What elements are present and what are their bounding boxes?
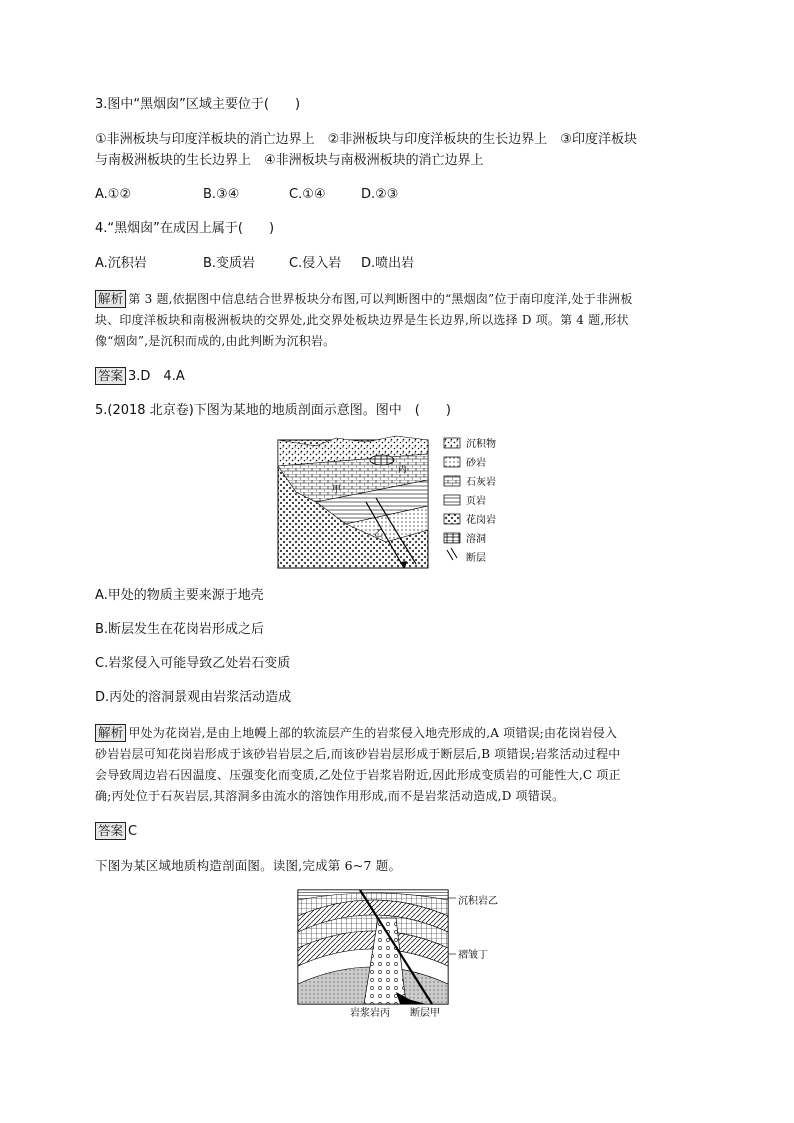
- geologic-profile-figure-1: [276, 432, 516, 572]
- legend-swatch-granite: [444, 514, 460, 524]
- legend-label-limestone: 石灰岩: [466, 477, 496, 488]
- q5-option-b[interactable]: B.断层发生在花岗岩形成之后: [95, 622, 265, 637]
- legend-label-granite: 花岗岩: [466, 515, 496, 526]
- q4-stem: 4.“黑烟囱”在成因上属于( ): [95, 221, 275, 236]
- legend-swatch-sandstone: [444, 457, 460, 467]
- legend-swatch-cave: [444, 533, 460, 543]
- explanation-5-line-3: 会导致周边岩石因温度、压强变化而变质,乙处位于岩浆岩附近,因此形成变质岩的可能性大,C 项正: [95, 768, 621, 782]
- q5-option-d[interactable]: D.丙处的溶洞景观由岩浆活动造成: [95, 690, 292, 705]
- legend-label-sediment: 沉积物: [466, 439, 496, 450]
- q3-option-c[interactable]: C.①④: [289, 187, 326, 202]
- label-fault-jia: 断层甲: [410, 1008, 440, 1018]
- legend-swatch-fault: [447, 548, 457, 560]
- legend-swatch-sediment: [444, 438, 460, 448]
- answer-3-4: [95, 367, 185, 386]
- explanation-5-line-4: 确;丙处位于石灰岩层,其溶洞多由流水的溶蚀作用形成,而不是岩浆活动造成,D 项错误。: [95, 789, 565, 803]
- answer-5: [95, 822, 137, 841]
- q4-option-a[interactable]: A.沉积岩: [95, 256, 147, 271]
- explanation-5-line-1: [95, 724, 617, 742]
- explanation-text: 甲处为花岗岩,是由上地幔上部的软流层产生的岩浆侵入地壳形成的,A 项错误;由花岗岩侵入: [128, 726, 618, 740]
- explanation-text: 第 3 题,依据图中信息结合世界板块分布图,可以判断图中的“黑烟囱”位于南印度洋,处于非洲板: [128, 292, 633, 306]
- q5-option-a[interactable]: A.甲处的物质主要来源于地壳: [95, 588, 264, 603]
- answer-tag: 答案: [95, 367, 126, 385]
- explanation-tag: 解析: [95, 724, 126, 742]
- q4-option-b[interactable]: B.变质岩: [203, 256, 256, 271]
- legend-label-shale: 页岩: [466, 496, 486, 507]
- q4-option-d[interactable]: D.喷出岩: [361, 256, 415, 271]
- legend-swatch-limestone: [444, 476, 460, 486]
- q3-option-a[interactable]: A.①②: [95, 187, 132, 202]
- label-yi: 乙: [374, 529, 384, 539]
- answer-tag: 答案: [95, 822, 126, 840]
- legend-label-cave: 溶洞: [466, 534, 486, 545]
- answer-text: 3.D 4.A: [128, 369, 185, 384]
- legend-label-fault: 断层: [466, 553, 486, 564]
- answer-text: C: [128, 824, 138, 839]
- explanation-3-4-line-1: [95, 290, 633, 308]
- label-bing: 丙: [398, 465, 408, 475]
- q3-choice-line-2: 与南极洲板块的生长边界上 ④非洲板块与南极洲板块的消亡边界上: [95, 153, 484, 168]
- q4-option-c[interactable]: C.侵入岩: [289, 256, 342, 271]
- label-fold-ding: 褶皱丁: [458, 950, 488, 961]
- cave: [370, 455, 394, 465]
- q3-choice-line-1: ①非洲板块与印度洋板块的消亡边界上 ②非洲板块与印度洋板块的生长边界上 ③印度洋板块: [95, 132, 637, 147]
- explanation-3-4-line-3: 像“烟囱”,是沉积而成的,由此判断为沉积岩。: [95, 334, 336, 348]
- legend-swatch-shale: [444, 495, 460, 505]
- label-jia: 甲: [332, 485, 342, 495]
- q3-option-b[interactable]: B.③④: [203, 187, 240, 202]
- geologic-structure-figure-2: [296, 888, 526, 1018]
- q5-stem: 5.(2018 北京卷)下图为某地的地质剖面示意图。图中 ( ): [95, 403, 451, 418]
- label-magmatic-rock-bing: 岩浆岩丙: [350, 1008, 390, 1018]
- label-sedimentary-rock-yi: 沉积岩乙: [458, 896, 498, 907]
- legend-label-sandstone: 砂岩: [466, 458, 486, 469]
- explanation-tag: 解析: [95, 290, 126, 308]
- intro-6-7: 下图为某区域地质构造剖面图。读图,完成第 6~7 题。: [95, 858, 402, 873]
- legend: [444, 437, 496, 564]
- q3-option-d[interactable]: D.②③: [361, 187, 399, 202]
- explanation-5-line-2: 砂岩岩层可知花岗岩形成于该砂岩岩层之后,而该砂岩岩层形成于断层后,B 项错误;岩浆活动过程中: [95, 747, 621, 761]
- q5-option-c[interactable]: C.岩浆侵入可能导致乙处岩石变质: [95, 656, 291, 671]
- q3-stem: 3.图中“黑烟囱”区域主要位于( ): [95, 97, 301, 112]
- explanation-3-4-line-2: 块、印度洋板块和南极洲板块的交界处,此交界处板块边界是生长边界,所以选择 D 项。第 4 题,形状: [95, 313, 629, 327]
